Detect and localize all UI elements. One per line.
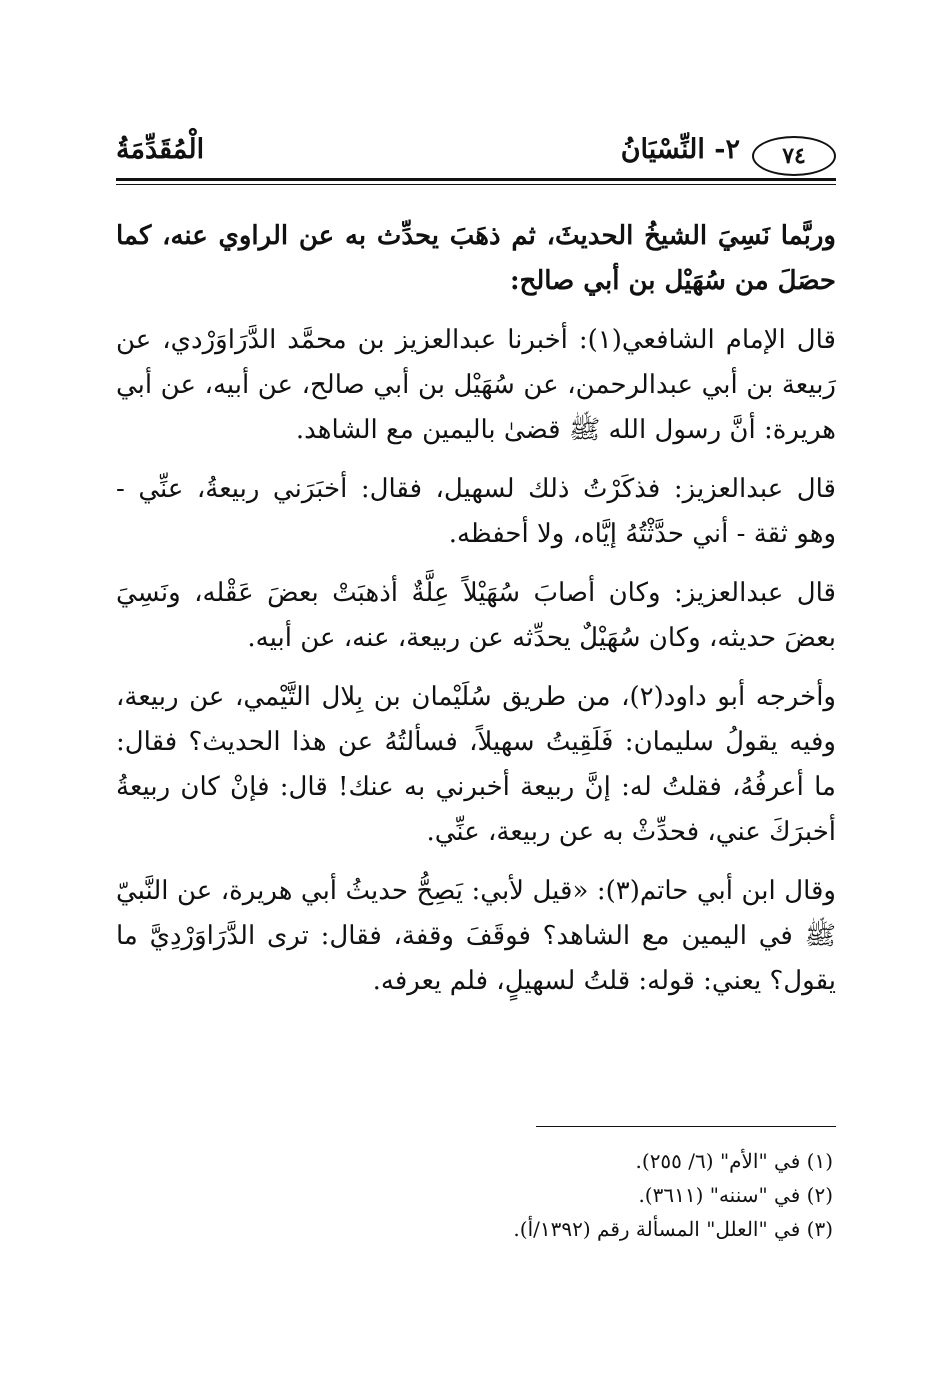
book-page bbox=[116, 128, 836, 996]
page-header bbox=[116, 128, 836, 176]
paragraph-abdulaziz-1: قال عبدالعزيز: فذكَرْتُ ذلك لسهيل، فقال: أخبَرَني ربيعةُ، عنِّي - وهو ثقة - أني حدَّثْتُهُ إيَّاه، ولا أحفظه. bbox=[116, 474, 836, 549]
header-rule-thin bbox=[116, 184, 836, 185]
footnote-separator bbox=[536, 1126, 836, 1127]
header-rule-thick bbox=[116, 178, 836, 181]
footnote-2: (٢) في "سننه" (٣٦١١). bbox=[638, 1183, 833, 1207]
paragraph-ibn-abi-hatim: وقال ابن أبي حاتم(٣): «قيل لأبي: يَصِحُّ حديثُ أبي هريرة، عن النَّبيّ ﷺ في اليمين مع الشاهد؟ فوقَفَ وقفة، فقال: ترى الدَّرَاوَرْدِيَّ ما يقول؟ يعني: قوله: قلتُ لسهيلٍ، فلم يعرفه. bbox=[116, 876, 836, 996]
page-number bbox=[752, 136, 836, 176]
paragraph-shafii: قال الإمام الشافعي(١): أخبرنا عبدالعزيز بن محمَّد الدَّرَاوَرْدي، عن رَبيعة بن أبي عبدالرحمن، عن سُهَيْل بن أبي صالح، عن أبيه، عن أبي هريرة: أنَّ رسول الله ﷺ قضىٰ باليمين مع الشاهد. bbox=[116, 325, 836, 445]
paragraph-abdulaziz-2: قال عبدالعزيز: وكان أصابَ سُهَيْلاً عِلَّةٌ أذهبَتْ بعضَ عَقْله، ونَسِيَ بعضَ حديثه، وكان سُهَيْلٌ يحدِّثه عن ربيعة، عنه، عن أبيه. bbox=[116, 578, 836, 653]
footnote-3: (٣) في "العلل" المسألة رقم (١٣٩٢/أ). bbox=[513, 1217, 833, 1241]
paragraph-abu-dawud: وأخرجه أبو داود(٢)، من طريق سُلَيْمان بن بِلال التَّيْمي، عن ربيعة، وفيه يقولُ سليمان: فَلَقِيتُ سهيلاً، فسألتُهُ عن هذا الحديث؟ فقال: ما أعرفُهُ، فقلتُ له: إنَّ ربيعة أخبرني به عنك! قال: فإنْ كان ربيعةُ أخبرَكَ عني، فحدِّثْ به عن ربيعة، عنِّي. bbox=[116, 682, 836, 847]
footnote-1: (١) في "الأم" (٦/ ٢٥٥). bbox=[635, 1149, 833, 1173]
section-title: الْمُقَدِّمَةُ bbox=[116, 134, 205, 165]
footnotes bbox=[113, 1144, 833, 1246]
running-title: ٢- النِّسْيَانُ bbox=[620, 134, 740, 165]
page-number-text: ٧٤ bbox=[782, 143, 806, 169]
body-text bbox=[116, 214, 836, 1018]
paragraph-intro: وربَّما نَسِيَ الشيخُ الحديثَ، ثم ذهَبَ يحدِّث به عن الراوي عنه، كما حصَلَ من سُهَيْل بن أبي صالح: bbox=[116, 221, 836, 296]
